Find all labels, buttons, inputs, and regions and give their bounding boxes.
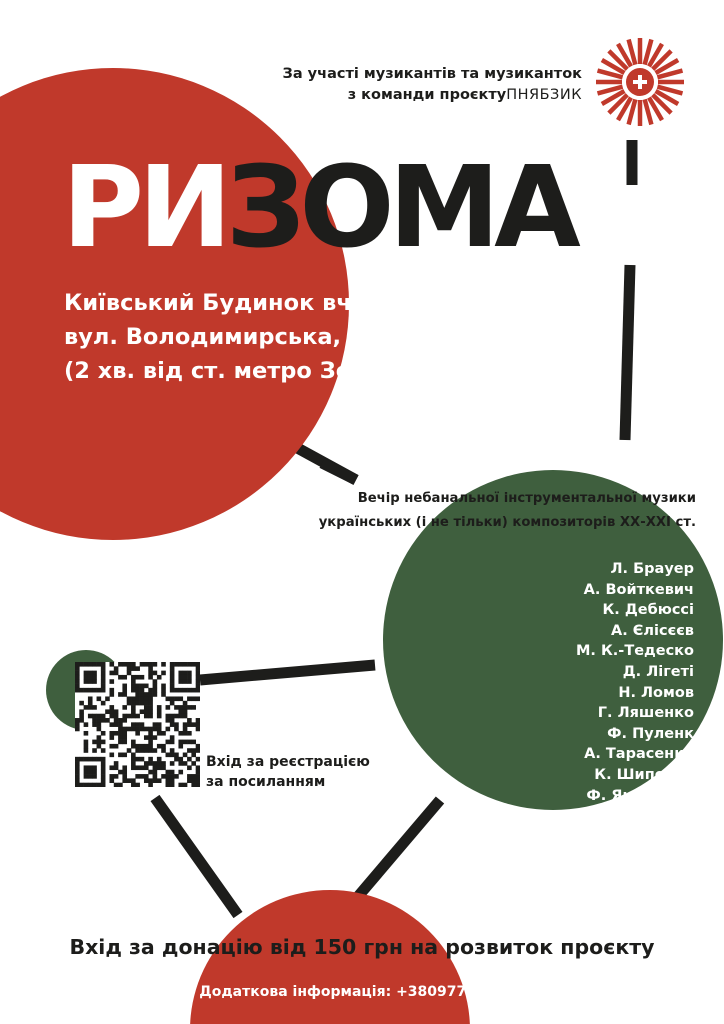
connector-line: [355, 800, 440, 900]
composer-name: М. К.-Тедеско: [575, 643, 694, 660]
connector-line: [625, 265, 630, 440]
registration-text: [206, 752, 370, 792]
composer-name: Ф. Пуленк: [607, 725, 694, 742]
sun-logo-icon: [594, 36, 686, 128]
venue-block: [64, 286, 587, 388]
title-dark-part: ЗОМА: [225, 143, 575, 273]
sponsor-line-2-text: з команди проєкту: [347, 87, 507, 103]
composer-name: А. Єлісєєв: [611, 622, 694, 639]
composer-name: Г. Ляшенко: [597, 705, 694, 722]
subtitle-line-1: Вечір небанальної інструментальної музики: [357, 491, 696, 506]
registration-line-2: за посиланням: [206, 774, 326, 790]
composer-list: [576, 559, 694, 806]
brand-name: ПНЯБЗИК: [506, 87, 582, 103]
connector-line: [200, 665, 375, 680]
composer-name: Л. Брауер: [610, 561, 694, 577]
composer-name: Ф. Якименко: [586, 787, 694, 804]
subtitle-line-2: українських (і не тільки) композиторів ХХ-ХХІ ст.: [318, 515, 696, 530]
composer-name: А. Войткевич: [583, 581, 694, 598]
donation-text: Вхід за донацію від 150 грн на розвиток проєкту: [69, 935, 655, 959]
title-white-part: РИ: [62, 143, 226, 273]
venue-line-3: (2 хв. від ст. метро Золоті Ворота): [64, 358, 515, 384]
composer-name: Н. Ломов: [618, 684, 694, 701]
contact-info: Додаткова інформація: +380977690561: [199, 984, 525, 1000]
subtitle-block: [256, 487, 696, 535]
poster-title: [62, 143, 575, 273]
composer-name: К. Дебюссі: [602, 602, 694, 619]
composer-name: Д. Лігеті: [622, 663, 694, 680]
qr-code-icon[interactable]: [75, 662, 200, 787]
sponsor-line-2: [200, 85, 582, 106]
sponsor-text: [200, 64, 582, 106]
composer-name: К. Шипович: [594, 766, 694, 783]
venue-line-2: вул. Володимирська, 45-А: [64, 324, 407, 350]
connector-line: [155, 798, 238, 915]
registration-line-1: Вхід за реєстрацією: [206, 754, 370, 770]
connector-line: [322, 463, 356, 480]
composer-name: А. Тарасенко: [584, 746, 694, 763]
venue-line-1: Київський Будинок вчених НАН України: [64, 290, 587, 316]
sponsor-line-1: За участі музикантів та музиканток: [282, 66, 582, 82]
